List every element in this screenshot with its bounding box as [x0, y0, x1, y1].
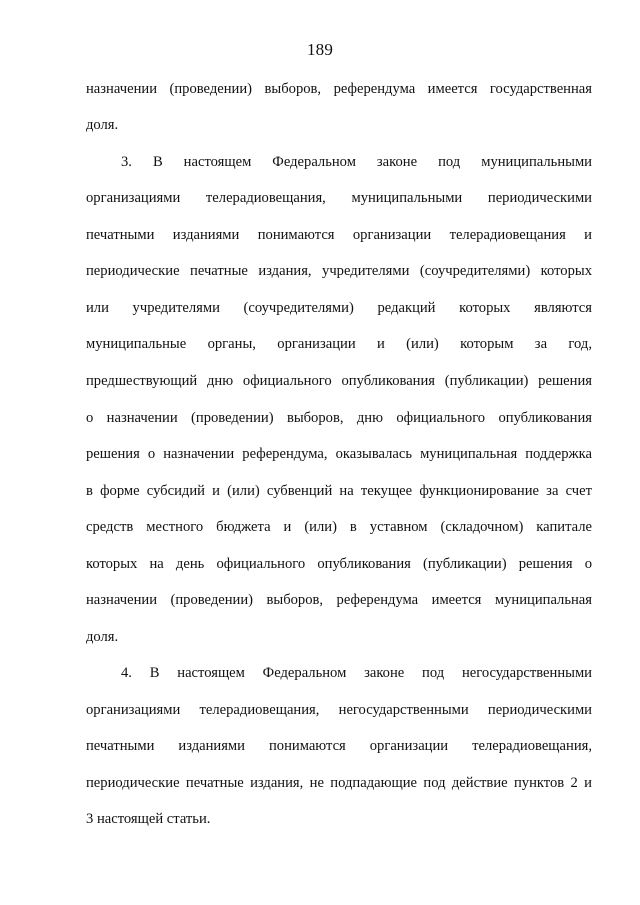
- text-line: предшествующий дню официального опубликования (публикации) решения: [86, 373, 592, 389]
- text-line: назначении (проведении) выборов, референдума имеется муниципальная: [86, 592, 592, 608]
- text-line: средств местного бюджета и (или) в уставном (складочном) капитале: [86, 519, 592, 535]
- paragraph-4-start: 4. В настоящем Федеральном законе под негосударственными: [121, 665, 592, 681]
- text-line: доля.: [86, 629, 119, 645]
- text-line: назначении (проведении) выборов, референдума имеется государственная: [86, 81, 592, 97]
- text-line: 3 настоящей статьи.: [86, 811, 211, 827]
- text-line: доля.: [86, 117, 119, 133]
- text-line: организациями телерадиовещания, муниципальными периодическими: [86, 190, 592, 206]
- text-line: или учредителями (соучредителями) редакций которых являются: [86, 300, 592, 316]
- page-number: 189: [306, 40, 334, 59]
- text-line: о назначении (проведении) выборов, дню официального опубликования: [86, 410, 592, 426]
- text-line: муниципальные органы, организации и (или) которым за год,: [86, 336, 592, 352]
- text-line: периодические печатные издания, учредителями (соучредителями) которых: [86, 263, 592, 279]
- text-line: решения о назначении референдума, оказывалась муниципальная поддержка: [86, 446, 592, 462]
- text-line: печатными изданиями понимаются организации телерадиовещания,: [86, 738, 592, 754]
- text-line: печатными изданиями понимаются организации телерадиовещания и: [86, 227, 592, 243]
- text-line: которых на день официального опубликования (публикации) решения о: [86, 556, 592, 572]
- text-line: периодические печатные издания, не подпадающие под действие пунктов 2 и: [86, 775, 592, 791]
- text-line: в форме субсидий и (или) субвенций на текущее функционирование за счет: [86, 483, 592, 499]
- text-line: организациями телерадиовещания, негосударственными периодическими: [86, 702, 592, 718]
- paragraph-3-start: 3. В настоящем Федеральном законе под муниципальными: [121, 154, 592, 170]
